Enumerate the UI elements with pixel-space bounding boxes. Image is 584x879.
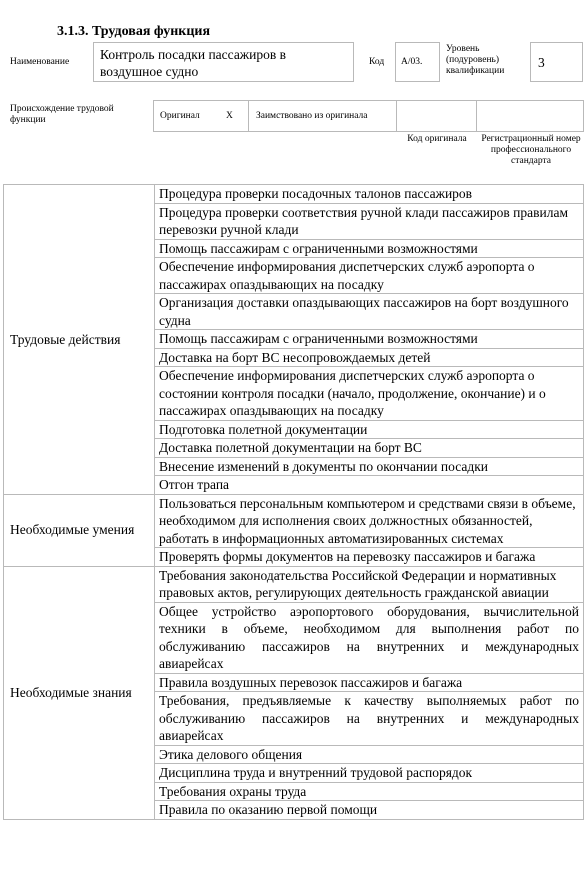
list-item: Этика делового общения xyxy=(155,745,584,764)
code-value: A/03. xyxy=(401,57,423,67)
origin-label: Происхождение трудовой функции xyxy=(10,104,114,125)
list-item: Обеспечение информирования диспетчерских служб аэропорта о состоянии контроля посадки (начало, продолжение, окончание) и о пассажирах опаздывающих на посадку xyxy=(155,367,584,421)
function-table xyxy=(3,184,584,820)
list-item: Пользоваться персональным компьютером и средствами связи в объеме, необходимом для исполнения своих должностных обязанностей, работать в информационных автоматизированных системах xyxy=(155,494,584,548)
list-item: Требования законодательства Российской Федерации и нормативных правовых актов, регулирующих деятельность гражданской авиации xyxy=(155,566,584,602)
list-item: Помощь пассажирам с ограниченными возможностями xyxy=(155,239,584,258)
list-item: Требования, предъявляемые к качеству выполняемых работ по обслуживанию пассажиров на внутренних и международных авиарейсах xyxy=(155,692,584,746)
reg-number-cell xyxy=(476,100,584,132)
borrowed-cell xyxy=(248,100,397,132)
list-item: Доставка полетной документации на борт ВС xyxy=(155,439,584,458)
code-original-cell xyxy=(396,100,477,132)
list-item: Обеспечение информирования диспетчерских служб аэропорта о пассажирах опаздывающих на посадку xyxy=(155,258,584,294)
borrowed-label: Заимствовано из оригинала xyxy=(256,111,368,121)
name-value: Контроль посадки пассажиров в воздушное судно xyxy=(100,47,286,79)
name-value-box xyxy=(93,42,354,82)
list-item: Организация доставки опаздывающих пассажиров на борт воздушного судна xyxy=(155,294,584,330)
reg-number-caption: Регистрационный номер профессионального стандарта xyxy=(481,134,581,166)
level-label: Уровень (подуровень) квалификации xyxy=(446,44,505,76)
list-item: Правила по оказанию первой помощи xyxy=(155,801,584,820)
section-heading: 3.1.3. Трудовая функция xyxy=(57,24,211,39)
section-label-actions: Трудовые действия xyxy=(4,185,155,495)
level-value: 3 xyxy=(538,55,545,70)
list-item: Процедура проверки соответствия ручной клади пассажиров правилам перевозки ручной клади xyxy=(155,203,584,239)
list-item: Требования охраны труда xyxy=(155,782,584,801)
name-label: Наименование xyxy=(10,57,70,67)
code-value-box xyxy=(395,42,440,82)
original-mark: X xyxy=(226,111,233,121)
list-item: Помощь пассажирам с ограниченными возможностями xyxy=(155,330,584,349)
list-item: Дисциплина труда и внутренний трудовой распорядок xyxy=(155,764,584,783)
section-label-skills: Необходимые умения xyxy=(4,494,155,566)
list-item: Правила воздушных перевозок пассажиров и багажа xyxy=(155,673,584,692)
list-item: Отгон трапа xyxy=(155,476,584,495)
original-cell xyxy=(153,100,249,132)
list-item: Подготовка полетной документации xyxy=(155,420,584,439)
list-item: Процедура проверки посадочных талонов пассажиров xyxy=(155,185,584,204)
list-item: Проверять формы документов на перевозку пассажиров и багажа xyxy=(155,548,584,567)
code-original-caption: Код оригинала xyxy=(407,134,467,144)
list-item: Внесение изменений в документы по окончании посадки xyxy=(155,457,584,476)
original-label: Оригинал xyxy=(160,111,200,121)
section-label-knowledge: Необходимые знания xyxy=(4,566,155,819)
level-value-box xyxy=(530,42,583,82)
list-item: Общее устройство аэропортового оборудования, вычислительной техники в объеме, необходимом для выполнения работ по обслуживанию пассажиров на внутренних и международных авиарейсах xyxy=(155,602,584,673)
list-item: Доставка на борт ВС несопровождаемых детей xyxy=(155,348,584,367)
code-label: Код xyxy=(369,57,385,67)
